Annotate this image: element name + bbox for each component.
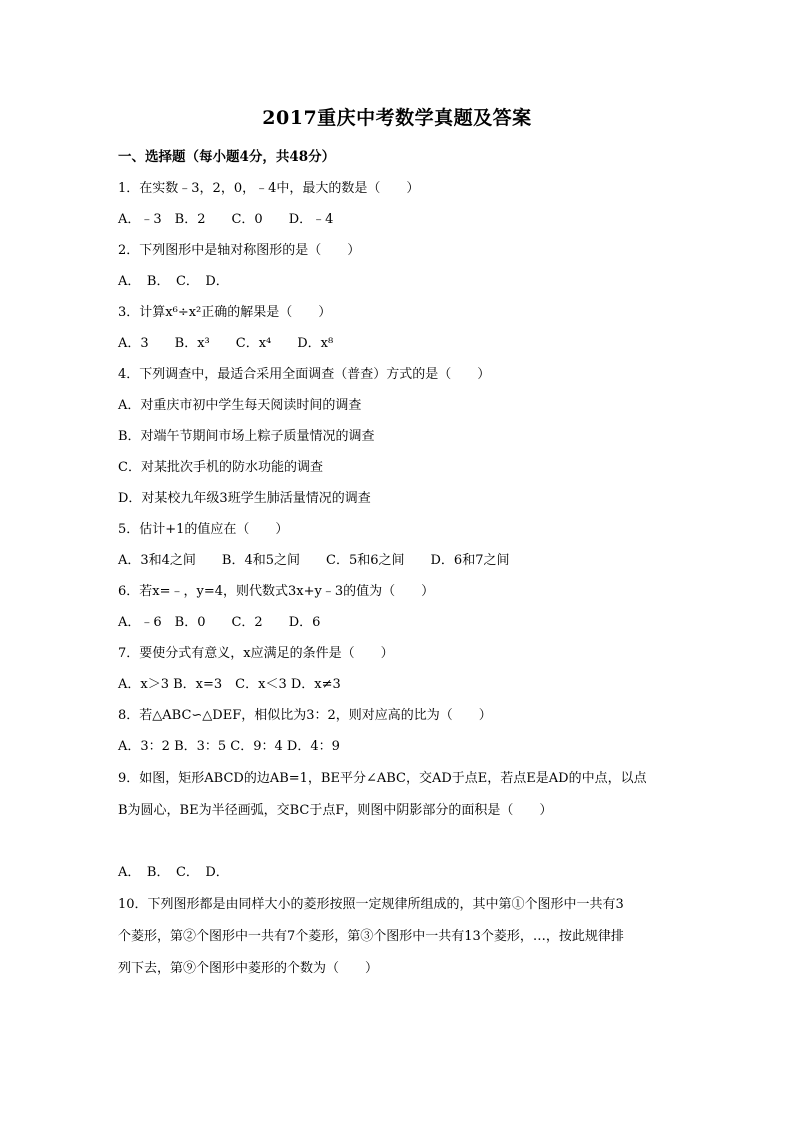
section-heading: 一、选择题（每小题4分，共48分） — [118, 149, 336, 165]
question-3-stem: 3．计算x⁶÷x²正确的解果是（ ） — [118, 305, 332, 320]
question-4-option-a: A．对重庆市初中学生每天阅读时间的调查 — [118, 398, 362, 413]
question-9-stem-line-1: 9．如图，矩形ABCD的边AB=1，BE平分∠ABC，交AD于点E，若点E是AD的中点，以点 — [118, 771, 647, 786]
question-1-stem: 1．在实数﹣3，2，0，﹣4中，最大的数是（ ） — [118, 181, 420, 196]
question-10-stem-line-3: 列下去，第⑨个图形中菱形的个数为（ ） — [118, 961, 379, 976]
question-2-options: A． B． C． D． — [118, 274, 229, 289]
question-5-options: A．3和4之间 B．4和5之间 C．5和6之间 D．6和7之间 — [118, 553, 510, 568]
question-9-stem-line-2: B为圆心，BE为半径画弧，交BC于点F，则图中阴影部分的面积是（ ） — [118, 803, 553, 818]
question-4-option-d: D．对某校九年级3班学生肺活量情况的调查 — [118, 491, 371, 506]
question-3-options: A．3 B．x³ C．x⁴ D．x⁸ — [118, 336, 334, 351]
question-8-stem: 8．若△ABC∽△DEF，相似比为3：2，则对应高的比为（ ） — [118, 708, 492, 723]
question-4-option-b: B．对端午节期间市场上粽子质量情况的调查 — [118, 429, 375, 444]
question-7-options: A．x＞3 B．x=3 C．x＜3 D．x≠3 — [118, 677, 341, 692]
question-6-stem: 6．若x=﹣，y=4，则代数式3x+y﹣3的值为（ ） — [118, 584, 435, 599]
question-8-options: A．3：2 B．3：5 C．9：4 D．4：9 — [118, 739, 340, 754]
question-7-stem: 7．要使分式有意义，x应满足的条件是（ ） — [118, 646, 394, 661]
question-10-stem-line-1: 10．下列图形都是由同样大小的菱形按照一定规律所组成的，其中第①个图形中一共有3 — [118, 897, 624, 912]
question-4-option-c: C．对某批次手机的防水功能的调查 — [118, 460, 323, 475]
question-10-stem-line-2: 个菱形，第②个图形中一共有7个菱形，第③个图形中一共有13个菱形，…，按此规律排 — [118, 929, 624, 944]
question-9-options: A． B． C． D． — [118, 865, 229, 880]
question-1-options: A．﹣3 B．2 C．0 D．﹣4 — [118, 212, 334, 227]
question-2-stem: 2．下列图形中是轴对称图形的是（ ） — [118, 243, 361, 258]
question-5-stem: 5．估计+1的值应在（ ） — [118, 522, 289, 537]
question-6-options: A．﹣6 B．0 C．2 D．6 — [118, 615, 321, 630]
page-title: 2017重庆中考数学真题及答案 — [262, 107, 532, 129]
question-4-stem: 4．下列调查中，最适合采用全面调查（普查）方式的是（ ） — [118, 367, 491, 382]
